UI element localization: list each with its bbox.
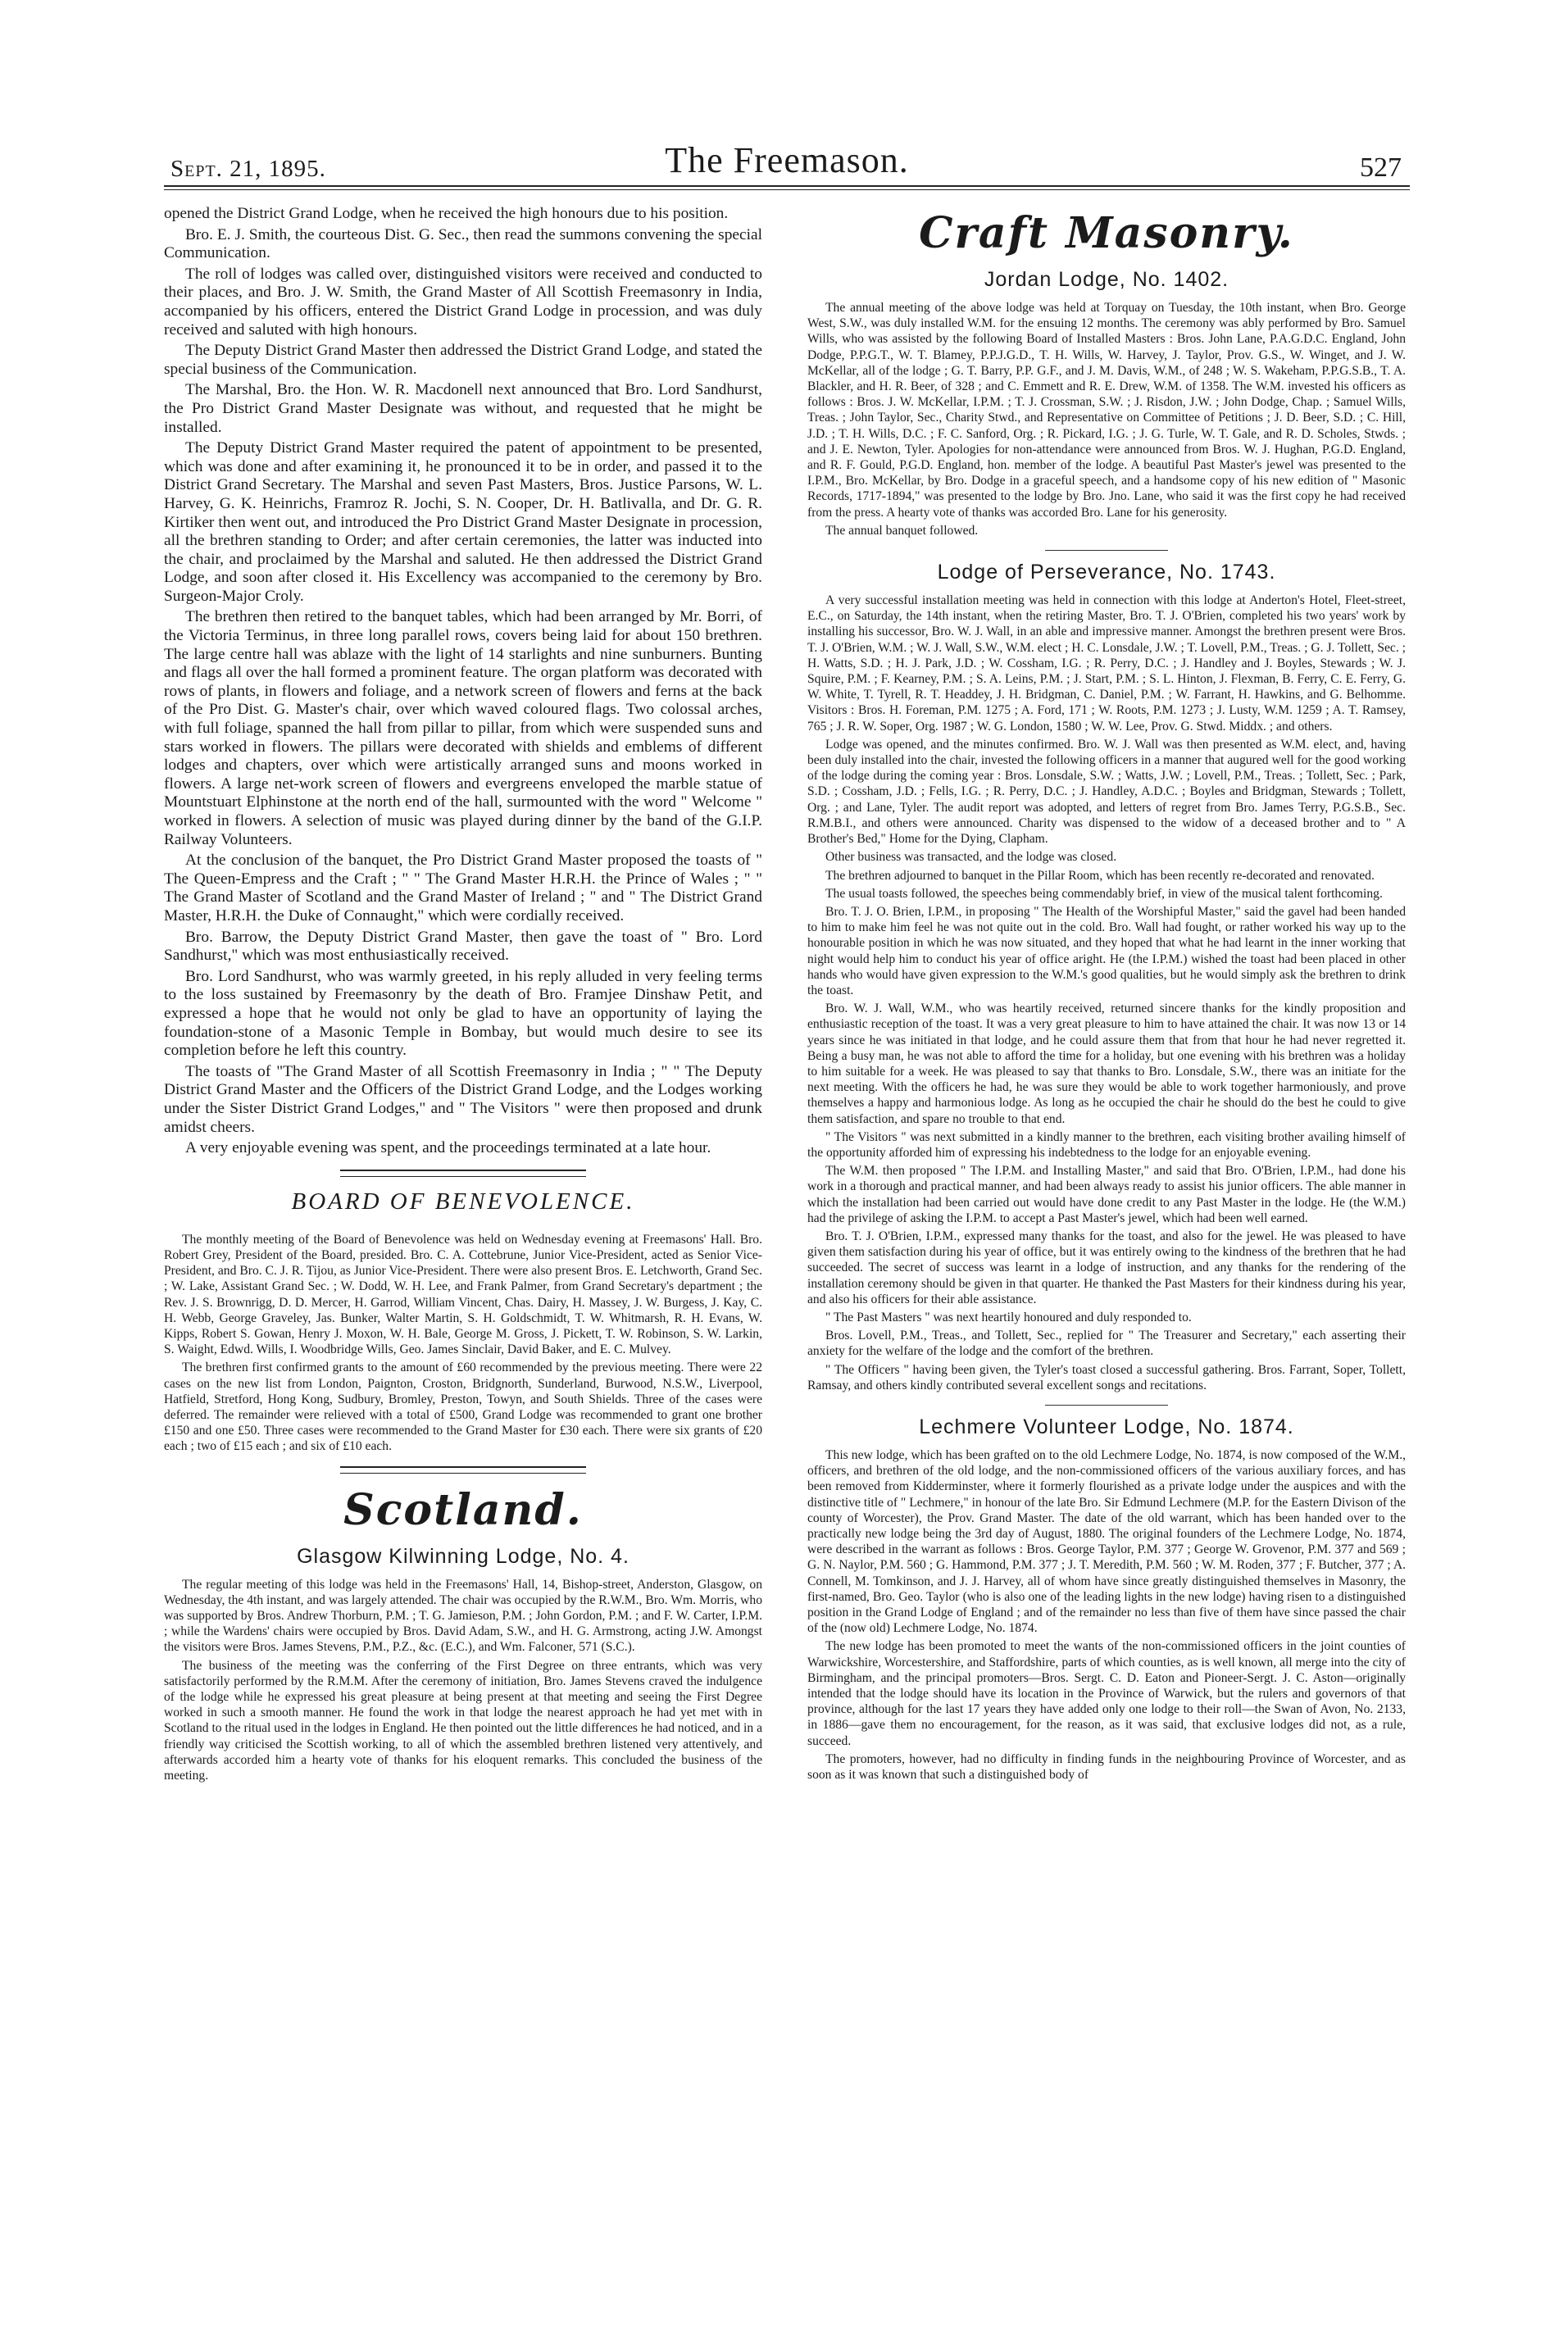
section-divider: [340, 1170, 586, 1177]
article-divider: [1045, 550, 1168, 551]
article-paragraph: The regular meeting of this lodge was held in the Freemasons' Hall, 14, Bishop-street, Anderston, Glasgow, on Wednesday, the 4th instant, and was largely attended. The chair was occupied by the R.W.M., Bro. Wm. Morris, who was supported by Bros. Andrew Thorburn, P.M. ; T. G. Jamieson, P.M. ; John Gordon, P.M. ; and F. W. Carter, I.P.M. ; while the Wardens' chairs were occupied by Bros. David Adam, S.W., and H. G. Armstrong, acting J.W. Amongst the visitors were Bros. James Stevens, P.M., P.Z., &c. (E.C.), and Wm. Falconer, 571 (S.C.).: [164, 1577, 762, 1655]
masthead: [164, 121, 1410, 183]
article-paragraph: The annual meeting of the above lodge was held at Torquay on Tuesday, the 10th instant, when Bro. George West, S.W., was duly installed W.M. for the ensuing 12 months. The ceremony was ably performed by Bro. Samuel Wills, who was assisted by the following Board of Installed Masters : Bros. John Lane, P.A.G.D.C. England, John Dodge, P.P.G.T., W. T. Blamey, P.P.J.G.D., T. H. Wills, W. Harvey, J. Taylor, Prov. G.S., W. Winget, and J. W. McKellar, all of the lodge ; G. T. Barry, P.P. G.F., and J. M. Davis, W.M., of 248 ; W. S. Wakeham, P.P.G.S.B., T. A. Blackler, and H. R. Beer, of 328 ; and C. Emmett and R. E. Drew, W.M. of 1358. The W.M. invested his officers as follows : Bros. J. W. McKellar, I.P.M. ; T. J. Crossman, S.W. ; J. Risdon, J.W. ; John Dodge, Chap. ; Samuel Wills, Treas. ; John Taylor, Sec., Charity Stwd., and Representative on Committee of Petitions ; J. D. Beer, S.D. ; C. Hill, J.D. ; T. H. Wills, D.C. ; F. C. Sanford, Org. ; R. Pickard, I.G. ; J. G. Turle, W. T. Gale, and R. D. Scholes, Stwds. ; and J. E. Newton, Tyler. Apologies for non-attendance were announced from Bros. W. J. Hughan, P.G.D. England, and R. F. Gould, P.G.D. England, hon. member of the lodge. A beautiful Past Master's jewel was presented to the I.P.M., Bro. McKellar, by Bro. Dodge in a graceful speech, and a handsome copy of his new edition of " Masonic Records, 1717-1894," was presented to the lodge by Bro. Jno. Lane, who said it was the first copy he had received from the press. A hearty vote of thanks was accorded Bro. Lane for his generosity.: [807, 301, 1406, 520]
article-paragraph: The brethren then retired to the banquet tables, which had been arranged by Mr. Borri, of the Victoria Terminus, in three long parallel rows, covers being laid for about 150 brethren. The large centre hall was ablaze with the light of 14 starlights and nine sunburners. Bunting and flags all over the hall formed a prominent feature. The organ platform was decorated with rows of plants, in flowers and foliage, and a network screen of flowers and ferns at the back of the Pro Dist. G. Master's chair, over which waved coloured flags. Two colossal arches, with full foliage, spanned the hall from pillar to pillar, from which were suspended suns and stars worked in flowers. The pillars were decorated with shields and emblems of different lodges and chapters, over which were artistically arranged suns and moons worked in flowers. A large net-work screen of flowers and evergreens enveloped the marble statue of Mountstuart Elphinstone at the north end of the hall, surmounted with the word " Welcome " worked in flowers. A selection of music was played during dinner by the band of the G.I.P. Railway Volunteers.: [164, 608, 762, 848]
section-heading-scotland: Scotland.: [343, 1484, 583, 1535]
lodge-heading-jordan: Jordan Lodge, No. 1402.: [984, 268, 1229, 291]
article-paragraph: The brethren adjourned to banquet in the Pillar Room, which has been recently re-decorated and renovated.: [825, 868, 1375, 883]
article-paragraph: The Marshal, Bro. the Hon. W. R. Macdonell next announced that Bro. Lord Sandhurst, the Pro District Grand Master Designate was without, and requested that he might be installed.: [164, 381, 762, 436]
article-paragraph: " The Officers " having been given, the Tyler's toast closed a successful gathering. Bros. Farrant, Soper, Tollett, Ramsay, and others kindly contributed several excellent songs and recitations.: [807, 1362, 1406, 1392]
section-heading-craft-masonry: Craft Masonry.: [919, 208, 1294, 258]
article-paragraph: The monthly meeting of the Board of Benevolence was held on Wednesday evening at Freemasons' Hall. Bro. Robert Grey, President of the Board, presided. Bro. C. A. Cottebrune, Junior Vice-President, acted as Senior Vice-President, and Bro. C. J. R. Tijou, as Junior Vice-President. There were also present Bros. E. Letchworth, Grand Sec. ; W. Lake, Assistant Grand Sec. ; W. Dodd, W. H. Lee, and Frank Palmer, from Grand Secretary's department ; the Rev. J. S. Brownrigg, D. D. Mercer, H. Garrod, William Vincent, Chas. Dairy, H. Massey, J. W. Burgess, J. Kay, C. H. Webb, George Graveley, Jas. Bunker, Walter Martin, S. H. Goldschmidt, T. W. Whitmarsh, R. H. Evans, W. Kipps, Robert S. Gowan, Henry J. Moxon, W. H. Bale, George M. Gross, J. Pickett, T. W. Robinson, S. W. Larkin, S. Waight, Edwd. Wills, I. Woodbridge Wills, Geo. James Sinclair, David Baker, and E. C. Mulvey.: [164, 1232, 762, 1357]
article-paragraph: The promoters, however, had no difficulty in finding funds in the neighbouring Province of Worcester, and as soon as it was known that such a distinguished body of: [807, 1751, 1406, 1783]
article-paragraph: Bro. Lord Sandhurst, who was warmly greeted, in his reply alluded in very feeling terms to the loss sustained by Freemasonry by the death of Bro. Framjee Dinshaw Petit, and expressed a hope that he would not only be glad to have an opportunity of laying the foundation-stone of a Masonic Temple in Bombay, but would much desire to see its completion before he left this country.: [164, 967, 762, 1060]
article-paragraph: " The Visitors " was next submitted in a kindly manner to the brethren, each visiting brother availing himself of the opportunity afforded him of expressing his indebtedness to the lodge for an enjoyable evening.: [807, 1129, 1406, 1160]
page-number: 527: [1360, 152, 1402, 183]
article-paragraph: The W.M. then proposed " The I.P.M. and Installing Master," and said that Bro. O'Brien, I.P.M., had done his work in a thorough and practical manner, and had been always ready to assist his junior officers. The able manner in which the installation had been carried out would have done credit to any Past Master in the lodge. He (the W.M.) had the privilege of asking the I.P.M. to accept a Past Master's jewel, which had been well earned.: [807, 1164, 1406, 1225]
issue-date: Sept. 21, 1895.: [170, 156, 326, 182]
article-paragraph: A very successful installation meeting was held in connection with this lodge at Anderton's Hotel, Fleet-street, E.C., on Saturday, the 14th instant, when the retiring Master, Bro. T. J. O'Brien, completed his two years' work by installing his successor, Bro. W. J. Wall, in an able and impressive manner. Amongst the brethren present were Bros. T. J. O'Brien, W.M. ; W. J. Wall, S.W., W.M. elect ; H. C. Lonsdale, J.W. ; T. Lovell, P.M., Treas. ; G. J. Tollett, Sec. ; H. Watts, S.D. ; H. J. Park, J.D. ; W. Cossham, I.G. ; R. Perry, D.C. ; J. Handley and J. Boyles, Stewards ; W. J. Squire, P.M. ; F. Kearney, P.M. ; S. A. Leins, P.M. ; J. Start, P.M. ; S. L. Hinton, J. Flexman, B. Ferry, C. E. Ferry, G. W. White, T. Tyrell, R. T. Headdey, J. H. Bridgman, C. Daniel, P.M. ; W. Farrant, H. Hawkins, and G. Belhomme. Visitors : Bros. H. Foreman, P.M. 1275 ; A. Ford, 171 ; W. Roots, P.M. 1273 ; J. Lusty, W.M. 1259 ; A. T. Ramsey, 765 ; J. R. W. Soper, Org. 1987 ; W. G. London, 1580 ; W. W. Lee, Prov. G. Stwd. Middx. ; and others.: [807, 593, 1406, 734]
article-paragraph: Other business was transacted, and the lodge was closed.: [825, 850, 1117, 865]
article-paragraph: The Deputy District Grand Master then addressed the District Grand Lodge, and stated the special business of the Communication.: [164, 342, 762, 378]
article-paragraph: The annual banquet followed.: [825, 523, 979, 538]
masthead-rule-top: [164, 185, 1410, 187]
lodge-heading-perseverance: Lodge of Perseverance, No. 1743.: [937, 561, 1276, 584]
article-paragraph: Bro. W. J. Wall, W.M., who was heartily received, returned sincere thanks for the kindly proposition and enthusiastic reception of the toast. It was a very great pleasure to him to have attained the chair. It was now 13 or 14 years since he was initiated in that lodge, and he could assure them that from that hour he had never regretted it. Being a busy man, he was not able to afford the time for a holiday, but one evening with his brethren was a holiday to him suitable for a week. He was pleased to say that thanks to Bro. Lonsdale, S.W., there was an initiate for the next meeting. With the officers he had, he was sure they would be able to work together harmoniously, and prove themselves a happy and harmonious lodge. As long as he occupied the chair he should do the best he could to give them satisfaction, and spare no trouble to that end.: [807, 1002, 1406, 1126]
article-paragraph: Bros. Lovell, P.M., Treas., and Tollett, Sec., replied for " The Treasurer and Secretary," each asserting their anxiety for the welfare of the lodge and the comfort of the brethren.: [807, 1329, 1406, 1359]
article-paragraph: The Deputy District Grand Master required the patent of appointment to be presented, which was done and after examining it, he pronounced it to be in order, and passed it to the District Grand Secretary. The Marshal and seven Past Masters, Bros. Justice Parsons, W. L. Harvey, G. K. Heinrichs, Framroz R. Jochi, S. N. Cooper, Dr. H. Batlivalla, and Dr. G. R. Kirtiker then went out, and introduced the Pro District Grand Master Designate in procession, all the brethren standing to Order; and after certain ceremonies, the latter was inducted into the chair, and proclaimed by the Marshal and saluted. He then addressed the District Grand Lodge, and soon after closed it. His Excellency was accompanied to the ceremony by Bro. Surgeon-Major Croly.: [164, 439, 762, 605]
article-paragraph: The usual toasts followed, the speeches being commendably brief, in view of the musical talent forthcoming.: [825, 886, 1383, 901]
article-paragraph: " The Past Masters " was next heartily honoured and duly responded to.: [825, 1310, 1192, 1324]
article-paragraph: The new lodge has been promoted to meet the wants of the non-commissioned officers in the joint counties of Warwickshire, Worcestershire, and Staffordshire, parts of which counties, as is well known, all merge into the city of Birmingham, and the principal promoters—Bros. Sergt. C. D. Eaton and Pioneer-Sergt. J. C. Aston—originally intended that the lodge should have its location in the Province of Warwick, but the rulers and governors of that province, although for the last 17 years they have added only one lodge to their roll—the Swan of Avon, No. 2133, in 1886—gave them no encouragement, for the reason, as it was said, that exclusive lodges did not, as a rule, succeed.: [807, 1639, 1406, 1748]
article-paragraph: Bro. T. J. O. Brien, I.P.M., in proposing " The Health of the Worshipful Master," said the gavel had been handed to him to make him feel he was not quite out in the cold. Bro. Wall had fought, or rather worked his way up to the honourable position in which he was now situated, and they hoped that what he had learnt in the inner working that night would help him to conduct his year of office aright. He (the I.P.M.) wished the toast had been placed in other hands who would have given expression to the W.M.'s good qualities, but he would simply ask the brethren to drink the toast.: [807, 904, 1406, 997]
lodge-heading-glasgow-kilwinning: Glasgow Kilwinning Lodge, No. 4.: [297, 1544, 629, 1568]
article-paragraph: This new lodge, which has been grafted on to the old Lechmere Lodge, No. 1874, is now composed of the W.M., officers, and brethren of the old lodge, and the non-commissioned officers of the various auxiliary forces, and has been removed from Kidderminster, where it formerly flourished as a private lodge under the auspices and with the distinctive title of " Lechmere," in honour of the late Bro. Sir Edmund Lechmere (M.P. for the Eastern Divison of the county of Worcester), the Prov. Grand Master. The date of the old warrant, which has been handed over to the practically new lodge being the 3rd day of August, 1880. The original founders of the Lechmere Lodge, No. 1874, were described in the warrant as follows : Bros. George Taylor, P.M. 377 ; George W. Grovenor, P.M. 377 and 569 ; G. N. Naylor, P.M. 560 ; G. Hammond, P.M. 377 ; J. T. Meredith, P.M. 560 ; W. M. Roden, 377 ; F. Butcher, 377 ; A. Connell, M. Tomkinson, and J. J. Harvey, all of whom have since greatly distinguished themselves in Masonry, the first-named, Bro. Geo. Taylor (who is also one of the leading lights in the new lodge) having risen to a distinguished position in the Grand Lodge of England ; and of the remainder no less than five of them have since passed the chair of the (now old) Lechmere Lodge, No. 1874.: [807, 1448, 1406, 1636]
article-paragraph: The business of the meeting was the conferring of the First Degree on three entrants, which was very satisfactorily performed by the R.M.M. After the ceremony of initiation, Bro. James Stevens craved the indulgence of the lodge while he expressed his great pleasure at being present at that meeting and seeing the First Degree worked in such a smooth manner. He found the work in that lodge the nearest approach he had yet met with in Scotland to the ritual used in the lodges in England. He then pointed out the little differences he had noticed, and in a friendly way criticised the Scottish working, to all of which the assembled brethren listened very attentively, and afterwards accorded him a hearty vote of thanks for his eloquent remarks. This concluded the business of the meeting.: [164, 1658, 762, 1783]
article-paragraph: Lodge was opened, and the minutes confirmed. Bro. W. J. Wall was then presented as W.M. elect, and, having been duly installed into the chair, invested the following officers in a manner that augured well for the good working of the lodge during the coming year : Bros. Lonsdale, S.W. ; Watts, J.W. ; Lovell, P.M., Treas. ; Tollett, Sec. ; Park, S.D. ; Cossham, J.D. ; Fells, I.G. ; R. Perry, D.C. ; J. Handley, A.D.C. ; Boyles and Bridgman, Stewards ; Tollett, Org. ; and Lane, Tyler. The audit report was adopted, and letters of regret from Bro. James Terry, P.G.S.B., Sec. R.M.B.I., and others were announced. Charity was dispensed to the widow of a deceased brother and to " A Brother's Bed," Home for the Dying, Clapham.: [807, 737, 1406, 847]
publication-title: The Freemason.: [665, 140, 909, 180]
article-paragraph: Bro. T. J. O'Brien, I.P.M., expressed many thanks for the toast, and also for the jewel. He was pleased to have given them satisfaction during his year of office, but it was entirely owing to the kindness of the brethren that he had succeeded. The secret of success was learnt in a lodge of instruction, and any thanks for the rendering of the installation ceremony should be given in that quarter. He thanked the Past Masters for their kindness during his year, and also his officers for their able assistance.: [807, 1229, 1406, 1306]
lodge-heading-lechmere-volunteer: Lechmere Volunteer Lodge, No. 1874.: [919, 1415, 1294, 1438]
article-divider: [1045, 1405, 1168, 1406]
article-paragraph: Bro. Barrow, the Deputy District Grand Master, then gave the toast of " Bro. Lord Sandhurst," which was most enthusiastically received.: [164, 928, 762, 965]
section-heading-board-of-benevolence: BOARD OF BENEVOLENCE.: [291, 1188, 635, 1215]
left-column: [164, 205, 762, 2303]
article-paragraph: The toasts of "The Grand Master of all Scottish Freemasonry in India ; " " The Deputy District Grand Master and the Officers of the District Grand Lodge, and the Lodges working under the Sister District Grand Lodges," and " The Visitors " were then proposed and drunk amidst cheers.: [164, 1062, 762, 1136]
article-paragraph: At the conclusion of the banquet, the Pro District Grand Master proposed the toasts of " The Queen-Empress and the Craft ; " " The Grand Master H.R.H. the Prince of Wales ; " " The Grand Master of Scotland and the Grand Master of Ireland ; " and " The District Grand Master, H.R.H. the Duke of Connaught," which were cordially received.: [164, 852, 762, 924]
section-divider: [340, 1466, 586, 1474]
article-paragraph: opened the District Grand Lodge, when he received the high honours due to his position.: [164, 205, 729, 222]
article-paragraph: A very enjoyable evening was spent, and the proceedings terminated at a late hour.: [185, 1139, 711, 1157]
article-paragraph: The roll of lodges was called over, distinguished visitors were received and conducted to their places, and Bro. J. W. Smith, the Grand Master of All Scottish Freemasonry in India, accompanied by his officers, entered the District Grand Lodge in procession, and was duly received and saluted with high honours.: [164, 265, 762, 338]
article-paragraph: Bro. E. J. Smith, the courteous Dist. G. Sec., then read the summons convening the special Communication.: [164, 225, 762, 262]
masthead-rule-bottom: [164, 189, 1410, 190]
article-paragraph: The brethren first confirmed grants to the amount of £60 recommended by the previous meeting. There were 22 cases on the new list from London, Paignton, Croston, Bridgnorth, Sunderland, Burwood, N.S.W., Liverpool, Hatfield, Stretford, Hong Kong, Sudbury, Bromley, Preston, Towyn, and South Shields. Three of the cases were deferred. The remainder were relieved with a total of £500, Grand Lodge was recommended to grant one brother £150 and one £50. Three cases were recommended to the Grand Master for £30 each. There were six grants of £20 each ; two of £15 each ; and six of £10 each.: [164, 1361, 762, 1454]
right-column: [807, 205, 1406, 2303]
